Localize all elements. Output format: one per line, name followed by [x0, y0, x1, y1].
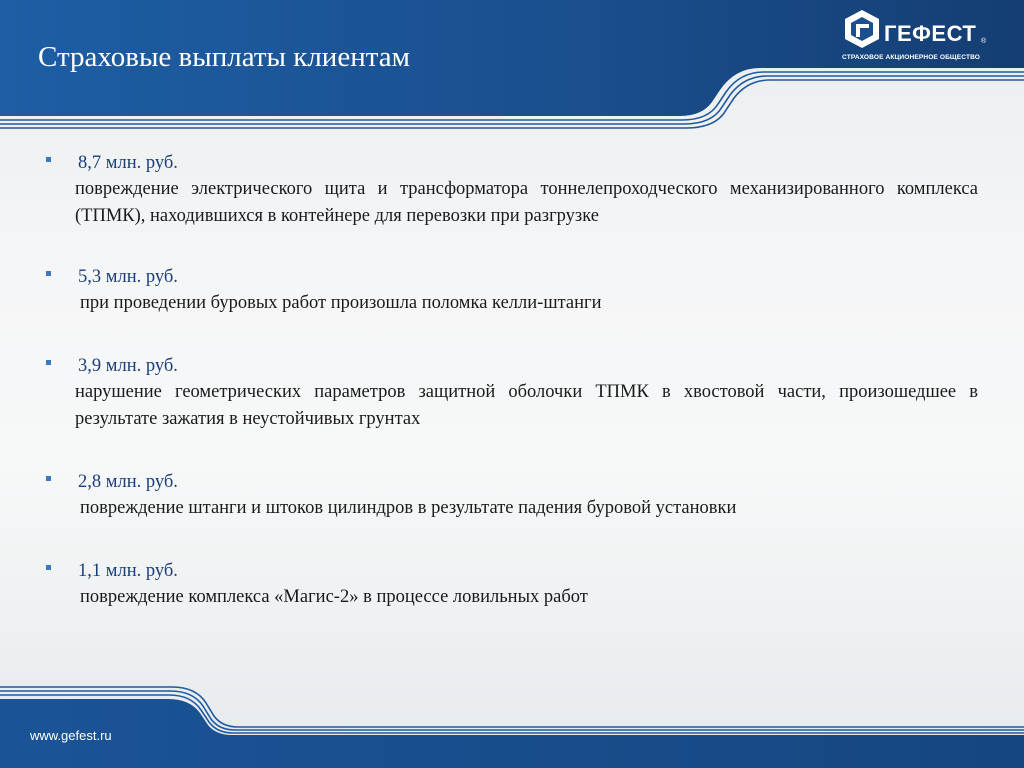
square-bullet-icon: [46, 360, 51, 365]
footer-website-link[interactable]: www.gefest.ru: [30, 728, 112, 743]
payout-list: [46, 150, 978, 611]
payout-amount: 3,9 млн. руб.: [78, 356, 178, 376]
payout-description: повреждение комплекса «Магис-2» в процессе ловильных работ: [80, 587, 588, 607]
payout-item: [46, 469, 978, 522]
square-bullet-icon: [46, 565, 51, 570]
company-logo: [842, 8, 1002, 63]
footer-band: [0, 685, 1024, 768]
square-bullet-icon: [46, 476, 51, 481]
payout-amount: 8,7 млн. руб.: [78, 153, 178, 173]
payout-item: [46, 150, 978, 230]
payout-item: [46, 264, 978, 317]
payout-description: повреждение штанги и штоков цилиндров в результате падения буровой установки: [80, 498, 737, 518]
payout-item: [46, 558, 978, 611]
payout-amount: 5,3 млн. руб.: [78, 267, 178, 287]
payout-description: нарушение геометрических параметров защитной оболочки ТПМК в хвостовой части, произошедшее в результате зажатия в неустойчивых грунтах: [75, 382, 978, 429]
gefest-logo-icon: [842, 8, 882, 50]
payout-item: [46, 353, 978, 433]
page-title: Страховые выплаты клиентам: [38, 41, 410, 74]
logo-name: ГЕФЕСТ: [884, 21, 977, 46]
logo-subtitle: СТРАХОВОЕ АКЦИОНЕРНОЕ ОБЩЕСТВО: [842, 54, 981, 61]
payout-description: повреждение электрического щита и трансформатора тоннелепроходческого механизированного комплекса (ТПМК), находившихся в контейнере для перевозки при разгрузке: [75, 179, 978, 226]
square-bullet-icon: [46, 271, 51, 276]
square-bullet-icon: [46, 157, 51, 162]
registered-mark: ®: [981, 38, 987, 45]
payout-amount: 1,1 млн. руб.: [78, 561, 178, 581]
payout-description: при проведении буровых работ произошла поломка келли-штанги: [80, 293, 602, 313]
payout-amount: 2,8 млн. руб.: [78, 472, 178, 492]
